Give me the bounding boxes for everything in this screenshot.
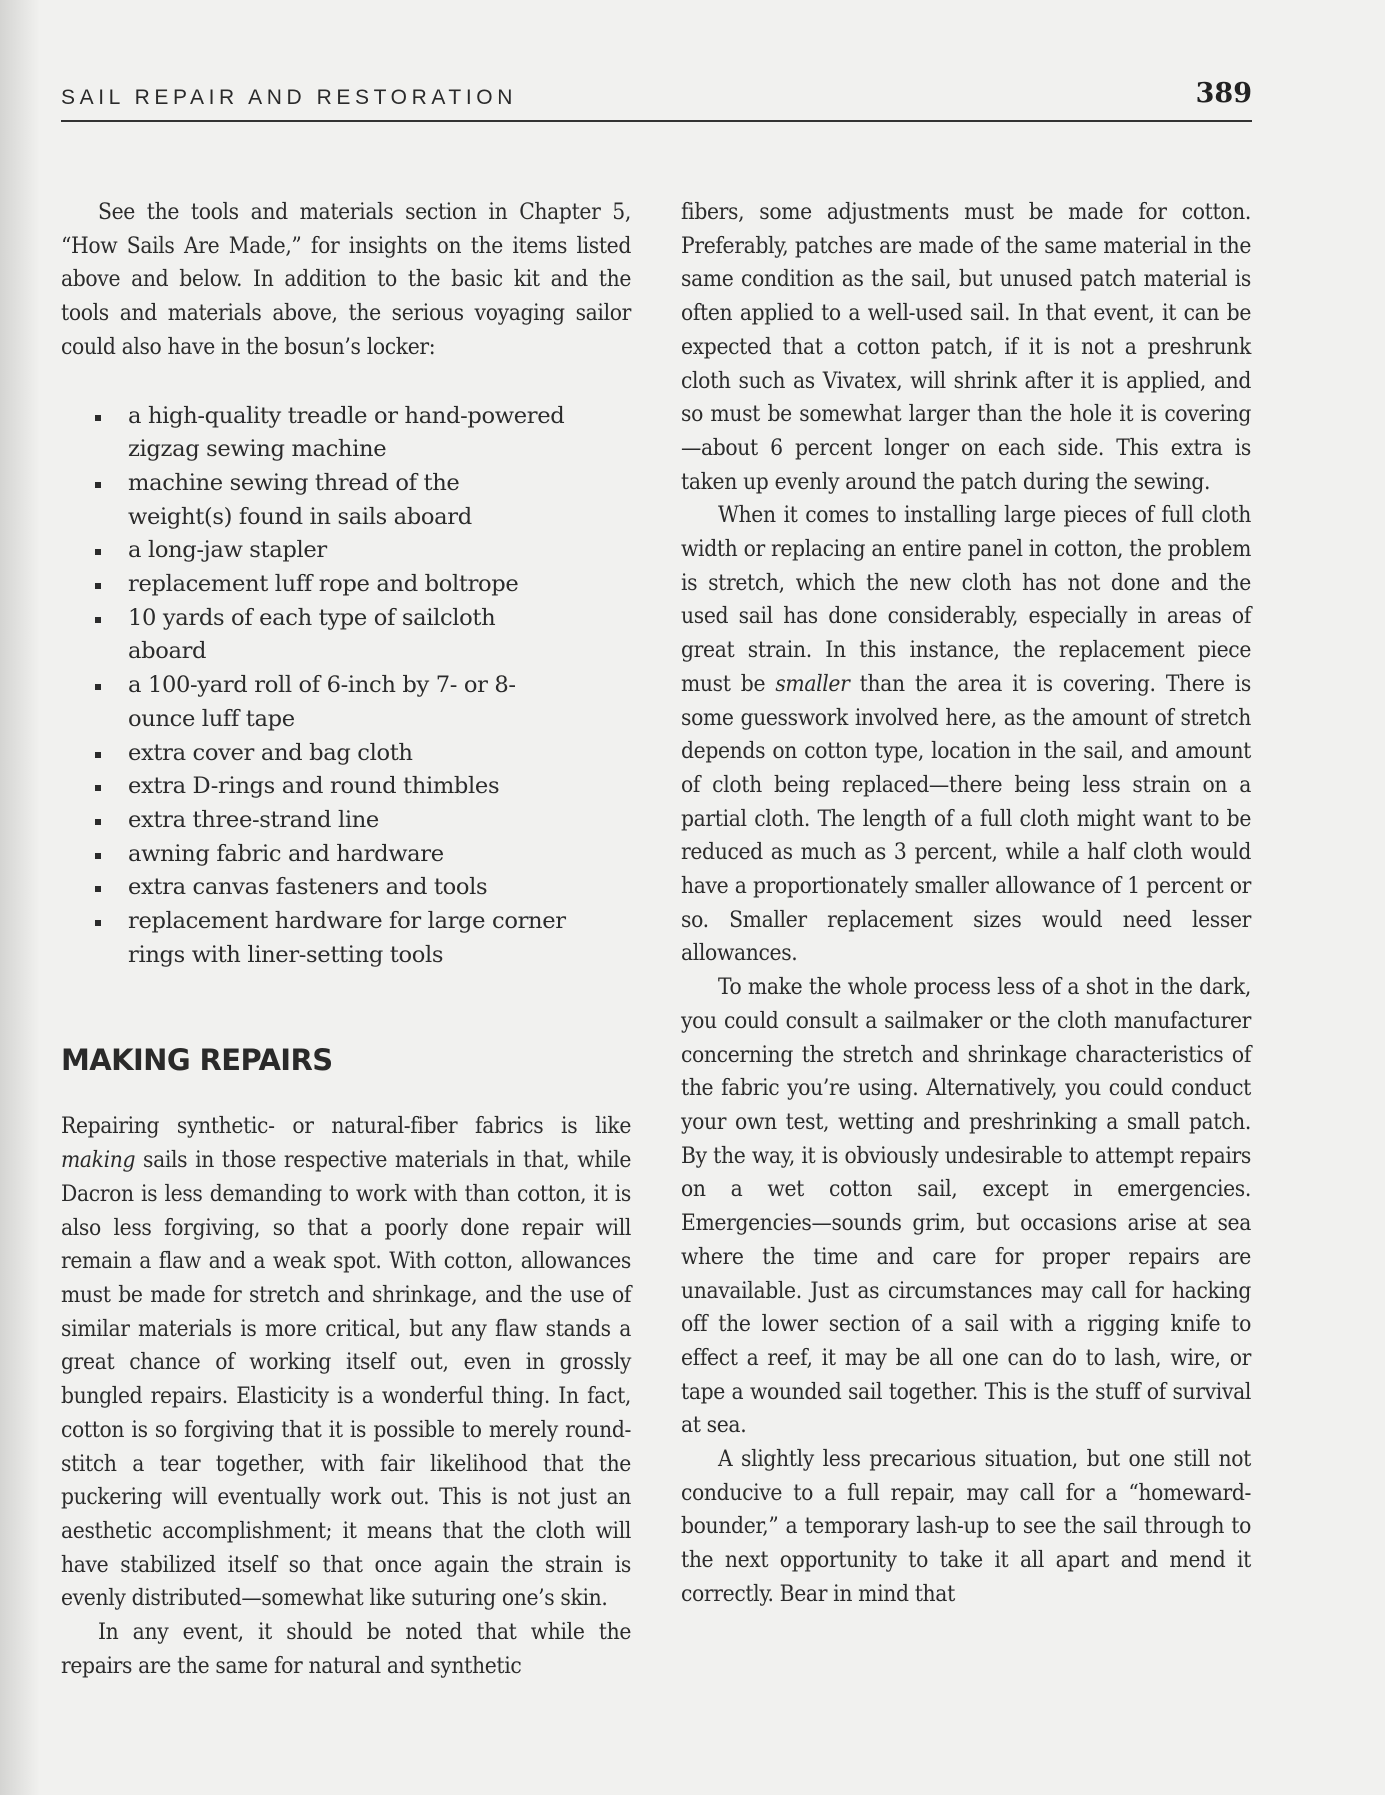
process-paragraph: To make the whole process less of a shot in the dark, you could consult a sailmaker or the cloth manufacturer concerning the stretch and shrinkage characteristics of the fabric you’re using. Alternatively, you could conduct your own test, wetting and preshrinking a small patch. By the way, it is obviously undesirable to attempt repairs on a wet cotton sail, except in emergencies. Emergencies—sounds grim, but occasions arise at sea where the time and care for proper repairs are unavailable. Just as circumstances may call for hacking off the lower section of a sail with a rigging knife to effect a reef, it may be all one can do to lash, wire, or tape a wounded sail together. This is the stuff of survival at sea. [681,974,1251,1439]
right-column [681,196,1251,1612]
list-item: awning fabric and hardware [61,838,568,872]
stretch-paragraph: When it comes to installing large pieces of full cloth width or replacing an entire panel in cotton, the problem is stretch, which the new cloth has not done and the used sail has done considerably, especially in areas of great strain. In this instance, the replacement piece must be smaller than the area it is covering. There is some guesswork involved here, as the amount of stretch depends on cotton type, location in the sail, and amount of cloth being replaced—there being less strain on a partial cloth. The length of a full cloth might want to be reduced as much as 3 percent, while a half cloth would have a proportionately smaller allowance of 1 percent or so. Smaller replacement sizes would need lesser allowances. [681,502,1251,967]
repairs-paragraph-1: Repairing synthetic- or natural-fiber fabrics is like making sails in those respective materials in that, while Dacron is less demanding to work with than cotton, it is also less forgiving, so that a poorly done repair will remain a flaw and a weak spot. With cotton, allowances must be made for stretch and shrinkage, and the use of similar materials is more critical, but any flaw stands a great chance of working itself out, even in grossly bungled repairs. Elasticity is a wonderful thing. In fact, cotton is so forgiving that it is possible to merely round-stitch a tear together, with fair likelihood that the puckering will eventually work out. This is not just an aesthetic accomplishment; it means that the cloth will have stabilized itself so that once again the strain is evenly distributed—somewhat like suturing one’s skin. [61,1113,631,1612]
bullet-icon [95,617,101,623]
list-item: replacement luff rope and boltrope [61,568,568,602]
bullet-icon [95,415,101,421]
bullet-icon [95,583,101,589]
list-item: machine sewing thread of the weight(s) found in sails aboard [61,467,568,534]
bullet-icon [95,853,101,859]
bullet-icon [95,785,101,791]
bosun-locker-list [61,400,631,973]
bullet-icon [95,684,101,690]
continued-paragraph: fibers, some adjustments must be made for cotton. Preferably, patches are made of the same material in the same condition as the sail, but unused patch material is often applied to a well-used sail. In that event, it can be expected that a cotton patch, if it is not a preshrunk cloth such as Vivatex, will shrink after it is applied, and so must be somewhat larger than the hole it is covering—about 6 percent longer on each side. This extra is taken up evenly around the patch during the sewing. [681,199,1251,495]
list-item: replacement hardware for large corner rings with liner-setting tools [61,905,568,972]
bullet-icon [95,819,101,825]
intro-paragraph: See the tools and materials section in Chapter 5, “How Sails Are Made,” for insights on the items listed above and below. In addition to the basic kit and the tools and materials above, the serious voyaging sailor could also have in the bosun’s locker: [61,199,631,360]
list-item: a high-quality treadle or hand-powered zigzag sewing machine [61,400,568,467]
list-item: extra D-rings and round thimbles [61,770,568,804]
list-item: a 100-yard roll of 6-inch by 7- or 8-ounce luff tape [61,669,568,736]
page-gutter-shadow [0,0,40,1795]
bullet-icon [95,482,101,488]
bullet-icon [95,886,101,892]
list-item: extra cover and bag cloth [61,737,568,771]
list-item: 10 yards of each type of sailcloth aboard [61,602,568,669]
emphasis-smaller: smaller [775,670,850,697]
list-item: a long-jaw stapler [61,534,568,568]
running-head: SAIL REPAIR AND RESTORATION [61,86,517,109]
bullet-icon [95,920,101,926]
emphasis-making: making [61,1147,136,1174]
list-item: extra canvas fasteners and tools [61,871,568,905]
left-column [61,196,631,1683]
repairs-paragraph-2: In any event, it should be noted that while the repairs are the same for natural and synthetic [61,1619,631,1679]
bullet-icon [95,549,101,555]
page-number: 389 [1195,78,1252,109]
section-heading: MAKING REPAIRS [61,1043,333,1078]
bullet-icon [95,752,101,758]
page-header [61,78,1252,122]
list-item: extra three-strand line [61,804,568,838]
homeward-bounder-paragraph: A slightly less precarious situation, but one still not conducive to a full repair, may call for a “homeward-bounder,” a temporary lash-up to see the sail through to the next opportunity to take it all apart and mend it correctly. Bear in mind that [681,1446,1251,1607]
